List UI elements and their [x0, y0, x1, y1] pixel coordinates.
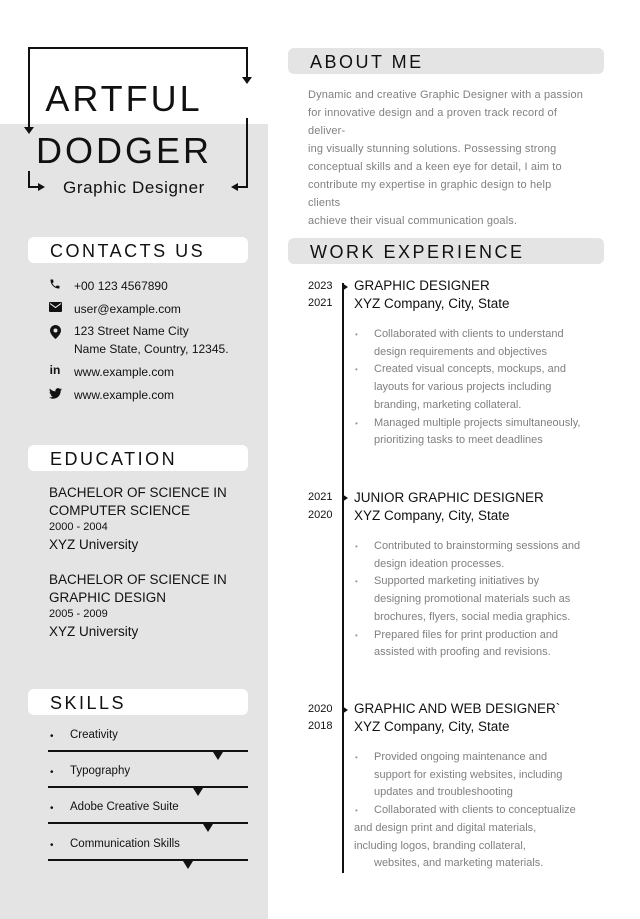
twitter-text[interactable]: www.example.com [74, 388, 175, 402]
linkedin-text[interactable]: www.example.com [74, 365, 175, 379]
address-line1: 123 Street Name City [74, 324, 189, 338]
email-icon [48, 300, 62, 314]
edu-school-2: XYZ University [49, 624, 139, 639]
edu-degree-2: BACHELOR OF SCIENCE IN GRAPHIC DESIGN [49, 572, 227, 605]
edu-years-1: 2000 - 2004 [49, 521, 108, 533]
skill-bar [48, 822, 248, 824]
job-company: XYZ Company, City, State [354, 719, 510, 734]
timeline-arrow [342, 283, 348, 291]
skill-label: Adobe Creative Suite [70, 801, 179, 813]
job-year-start: 2018 [308, 720, 333, 732]
education-heading: EDUCATION [28, 445, 248, 471]
linkedin-icon: in [49, 363, 61, 377]
phone-text[interactable]: +00 123 4567890 [74, 279, 168, 293]
job-company: XYZ Company, City, State [354, 296, 510, 311]
edu-school-1: XYZ University [49, 537, 139, 552]
skills-heading: SKILLS [28, 689, 248, 715]
skill-label: Communication Skills [70, 838, 180, 850]
job-bullets: • Collaborated with clients to understand design requirements and objectives • Created visual concepts, mockups, and layouts for various projects including branding, marketing collateral. • Managed multiple projects simultaneously, prioritizing tasks to meet deadlines [355, 328, 581, 447]
job-year-start: 2020 [308, 509, 333, 521]
job-role: GRAPHIC DESIGNER [354, 278, 490, 293]
skill-bar [48, 859, 248, 861]
skill-item: • Creativity [48, 729, 248, 765]
job-company: XYZ Company, City, State [354, 508, 510, 523]
timeline-line [342, 283, 344, 873]
about-text: Dynamic and creative Graphic Designer with a passion for innovative design and a proven track record of deliver- ing visually stunning solutions. Possessing strong conceptual skills and a keen eye for detail, I aim to contribute my expertise in graphic design to help clients achieve their visual communication goals. [308, 89, 583, 227]
job-year-start: 2021 [308, 297, 333, 309]
phone-icon [48, 277, 62, 291]
timeline-arrow [342, 706, 348, 714]
job-year-end: 2023 [308, 280, 333, 292]
email-text[interactable]: user@example.com [74, 302, 181, 316]
edu-degree-1: BACHELOR OF SCIENCE IN COMPUTER SCIENCE [49, 485, 227, 518]
twitter-icon [48, 386, 62, 400]
name-last: DODGER [35, 130, 212, 171]
skill-level-marker [203, 824, 213, 832]
work-heading: WORK EXPERIENCE [288, 238, 604, 264]
contact-linkedin [48, 363, 174, 381]
skill-item: • Typography [48, 765, 248, 801]
contact-address [48, 322, 229, 358]
skill-bar [48, 786, 248, 788]
job-bullets: • Provided ongoing maintenance and support for existing websites, including updates and troubleshooting • Collaborated with clients to conceptualize and design print and digital materials, including logos, branding collateral, websites, and marketing materials. [354, 751, 576, 870]
skill-item: • Adobe Creative Suite [48, 801, 248, 837]
skill-label: Creativity [70, 729, 118, 741]
job-title: Graphic Designer [63, 178, 205, 197]
contact-twitter [48, 386, 174, 404]
skill-level-marker [213, 752, 223, 760]
job-year-end: 2020 [308, 703, 333, 715]
skill-label: Typography [70, 765, 131, 777]
contact-phone [48, 277, 168, 295]
name-first: ARTFUL [45, 78, 203, 119]
timeline-arrow [342, 494, 348, 502]
job-role: JUNIOR GRAPHIC DESIGNER [354, 490, 544, 505]
contact-email [48, 300, 181, 318]
skill-item: • Communication Skills [48, 838, 248, 874]
location-icon [48, 325, 62, 339]
job-year-end: 2021 [308, 491, 333, 503]
skill-level-marker [183, 861, 193, 869]
contacts-heading: CONTACTS US [28, 237, 248, 263]
skill-level-marker [193, 788, 203, 796]
job-bullets: • Contributed to brainstorming sessions and design ideation processes. • Supported marketing initiatives by designing promotional materials such as brochures, flyers, social media graphics. • Prepared files for print production and assisted with proofing and revisions. [355, 540, 581, 659]
edu-years-2: 2005 - 2009 [49, 608, 108, 620]
address-line2: Name State, Country, 12345. [74, 342, 229, 356]
about-heading: ABOUT ME [288, 48, 604, 74]
job-role: GRAPHIC AND WEB DESIGNER` [354, 701, 561, 716]
